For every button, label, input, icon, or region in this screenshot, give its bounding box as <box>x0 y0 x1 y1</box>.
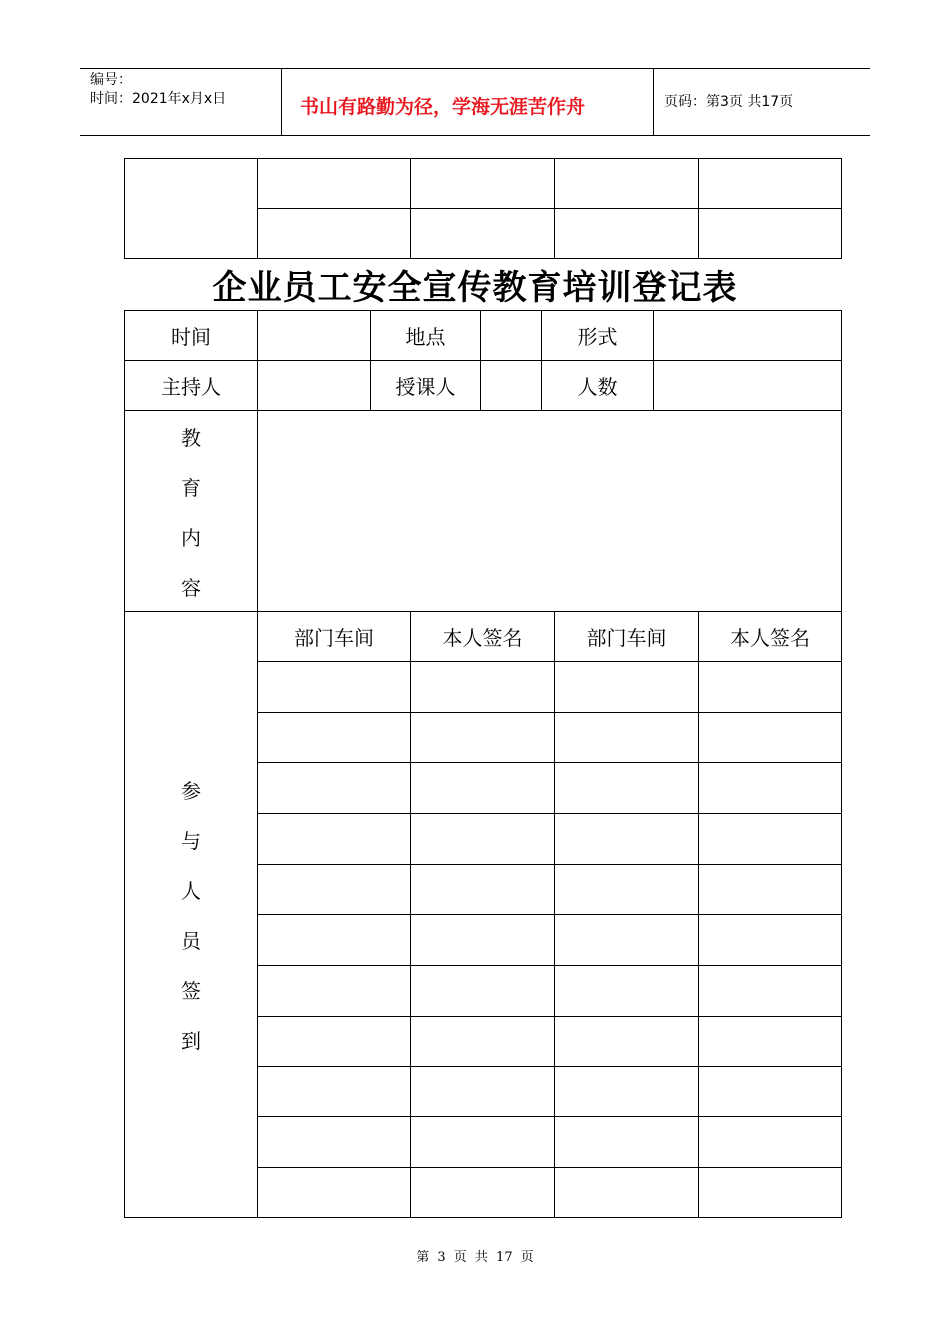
column-header-department: 部门车间 <box>294 626 374 650</box>
time-value-field[interactable] <box>258 311 370 360</box>
content-label-char: 教 <box>181 426 201 450</box>
time-label: 时间 <box>171 325 211 349</box>
signature-cell[interactable] <box>411 1168 554 1217</box>
attendance-label-char: 到 <box>181 1029 201 1053</box>
signature-cell[interactable] <box>699 865 841 914</box>
department-cell[interactable] <box>555 814 698 864</box>
signature-cell[interactable] <box>411 662 554 712</box>
column-header-signature: 本人签名 <box>730 626 810 650</box>
department-cell[interactable] <box>555 966 698 1016</box>
column-header-department: 部门车间 <box>586 626 667 650</box>
department-cell[interactable] <box>555 915 698 965</box>
department-cell[interactable] <box>555 1168 698 1217</box>
department-cell[interactable] <box>258 662 410 712</box>
host-value-field[interactable] <box>258 361 370 410</box>
department-cell[interactable] <box>555 713 698 762</box>
department-cell[interactable] <box>258 865 410 914</box>
signature-cell[interactable] <box>699 713 841 762</box>
signature-cell[interactable] <box>699 1117 841 1167</box>
signature-cell[interactable] <box>699 966 841 1016</box>
department-cell[interactable] <box>258 763 410 813</box>
signature-cell[interactable] <box>411 1117 554 1167</box>
prev-table-cell[interactable] <box>555 209 698 258</box>
attendance-label-char: 员 <box>181 929 201 953</box>
attendance-label-char: 签 <box>181 979 201 1003</box>
headcount-label: 人数 <box>577 375 618 399</box>
attendance-label-char: 人 <box>181 879 201 903</box>
prev-table-cell[interactable] <box>555 159 698 208</box>
prev-table-cell[interactable] <box>411 159 554 208</box>
column-header-signature: 本人签名 <box>442 626 523 650</box>
signature-cell[interactable] <box>699 814 841 864</box>
header-motto: 书山有路勤为径，学海无涯苦作舟 <box>300 96 586 118</box>
prev-table-cell[interactable] <box>411 209 554 258</box>
lecturer-label: 授课人 <box>395 375 456 399</box>
place-label: 地点 <box>405 325 446 349</box>
format-label: 形式 <box>577 325 618 349</box>
signature-cell[interactable] <box>411 713 554 762</box>
prev-table-cell[interactable] <box>699 209 841 258</box>
signature-cell[interactable] <box>411 1017 554 1066</box>
department-cell[interactable] <box>258 966 410 1016</box>
document-date-label: 时间：2021年x月x日 <box>90 91 227 107</box>
department-cell[interactable] <box>258 1017 410 1066</box>
document-number-label: 编号： <box>90 72 132 88</box>
department-cell[interactable] <box>258 1117 410 1167</box>
signature-cell[interactable] <box>411 814 554 864</box>
header-page-info: 页码：第3页 共17页 <box>664 94 794 110</box>
department-cell[interactable] <box>555 1017 698 1066</box>
department-cell[interactable] <box>258 1067 410 1116</box>
prev-table-cell[interactable] <box>699 159 841 208</box>
department-cell[interactable] <box>555 1117 698 1167</box>
signature-cell[interactable] <box>411 865 554 914</box>
attendance-label-char: 与 <box>181 829 201 853</box>
form-title: 企业员工安全宣传教育培训登记表 <box>212 268 738 308</box>
prev-table-cell[interactable] <box>258 159 410 208</box>
department-cell[interactable] <box>555 763 698 813</box>
department-cell[interactable] <box>258 1168 410 1217</box>
format-value-field[interactable] <box>654 311 841 360</box>
content-label-char: 育 <box>181 476 201 500</box>
education-content-field[interactable] <box>258 411 841 611</box>
signature-cell[interactable] <box>411 1067 554 1116</box>
footer-page-number: 第 3 页 共 17 页 <box>416 1250 534 1265</box>
signature-cell[interactable] <box>699 1017 841 1066</box>
signature-cell[interactable] <box>699 1168 841 1217</box>
signature-cell[interactable] <box>699 1067 841 1116</box>
signature-cell[interactable] <box>411 966 554 1016</box>
department-cell[interactable] <box>555 865 698 914</box>
signature-cell[interactable] <box>699 763 841 813</box>
content-label-char: 内 <box>181 526 201 550</box>
department-cell[interactable] <box>258 915 410 965</box>
signature-cell[interactable] <box>699 662 841 712</box>
department-cell[interactable] <box>258 713 410 762</box>
signature-cell[interactable] <box>411 763 554 813</box>
department-cell[interactable] <box>555 1067 698 1116</box>
department-cell[interactable] <box>555 662 698 712</box>
place-value-field[interactable] <box>481 311 541 360</box>
attendance-label-char: 参 <box>181 779 201 803</box>
signature-cell[interactable] <box>411 915 554 965</box>
content-label-char: 容 <box>181 576 201 600</box>
headcount-value-field[interactable] <box>654 361 841 410</box>
signature-cell[interactable] <box>699 915 841 965</box>
department-cell[interactable] <box>258 814 410 864</box>
lecturer-value-field[interactable] <box>481 361 541 410</box>
host-label: 主持人 <box>161 375 221 399</box>
prev-table-cell[interactable] <box>258 209 410 258</box>
